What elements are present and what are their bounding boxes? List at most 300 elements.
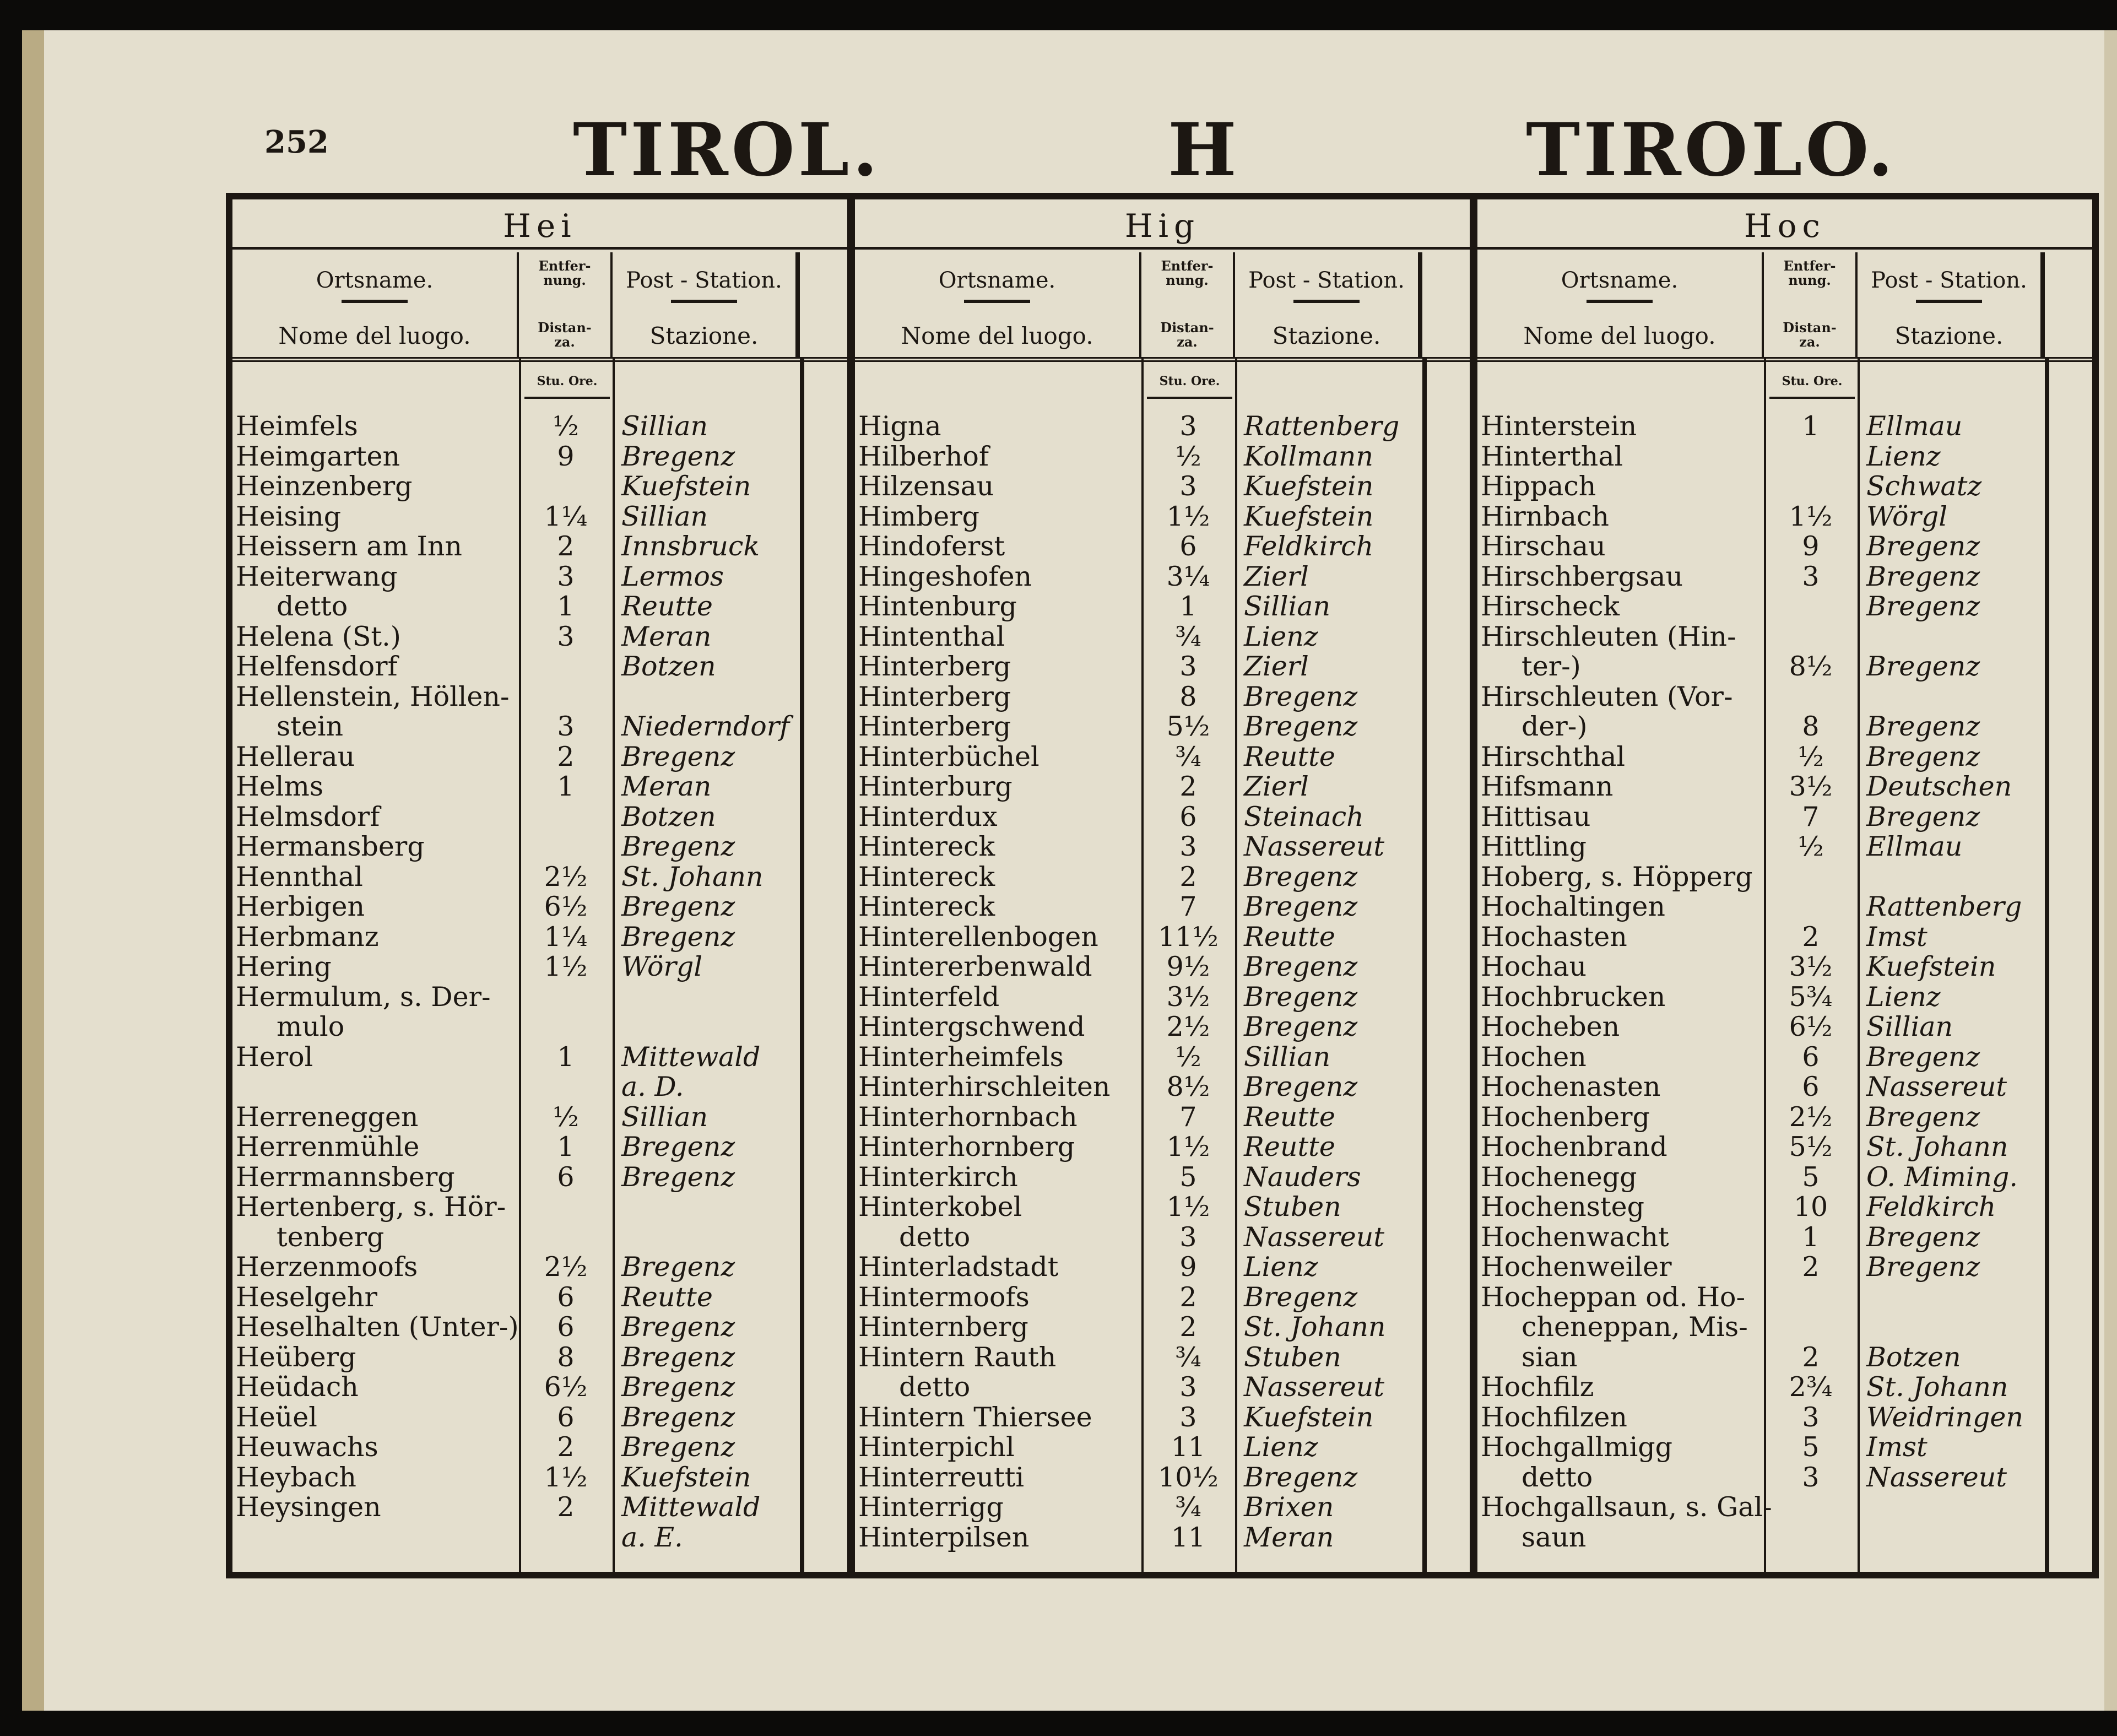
- place-name: Helfensdorf: [236, 651, 398, 682]
- distance-value: 9: [557, 440, 575, 472]
- column-header: [1477, 252, 2092, 362]
- post-station: Bregenz: [1866, 560, 1980, 592]
- post-station: Deutschen: [1866, 771, 2012, 802]
- place-name: Hilberhof: [858, 440, 989, 472]
- table-row: [855, 802, 1470, 832]
- post-station: Imst: [1866, 921, 1928, 953]
- distance-value: 1: [1802, 1221, 1820, 1253]
- place-name: Hintereck: [858, 831, 995, 862]
- distance-header: [1141, 252, 1235, 357]
- table-row: [232, 1162, 847, 1193]
- table-row: [855, 682, 1470, 712]
- table-row: [855, 622, 1470, 652]
- place-name: Hochfilzen: [1481, 1401, 1627, 1433]
- post-station: Lienz: [1866, 981, 1941, 1013]
- place-name: Herreneggen: [236, 1101, 419, 1133]
- post-station: Bregenz: [621, 740, 735, 772]
- place-name: Heüdach: [236, 1371, 359, 1403]
- post-station: Sillian: [621, 1101, 708, 1133]
- place-name: Heysingen: [236, 1491, 381, 1523]
- table-row: [855, 892, 1470, 922]
- post-station: Bregenz: [621, 1401, 735, 1433]
- post-station: Bregenz: [1866, 740, 1980, 772]
- post-station: Stuben: [1244, 1191, 1341, 1223]
- table-row: [1477, 682, 2092, 712]
- header-rule: [1293, 300, 1360, 303]
- distance-value: 6: [1179, 801, 1197, 832]
- distance-value: 7: [1179, 891, 1197, 922]
- post-station: Botzen: [621, 651, 716, 682]
- place-name: Hinterhirschleiten: [858, 1071, 1111, 1102]
- post-station: St. Johann: [1866, 1371, 2008, 1403]
- distance-value: 1: [557, 1131, 575, 1162]
- table-row: [855, 592, 1470, 622]
- distance-value: 5¾: [1789, 981, 1833, 1013]
- units-label: Stu. Ore.: [1769, 365, 1855, 399]
- distance-header-de: Entfer- nung.: [538, 258, 591, 288]
- post-station: Bregenz: [621, 831, 735, 862]
- station-header-it: Stazione.: [1894, 322, 2004, 349]
- table-row: [855, 1492, 1470, 1523]
- place-name: Hochenegg: [1481, 1161, 1637, 1193]
- table-row: [855, 1372, 1470, 1403]
- place-name: Hochau: [1481, 951, 1587, 982]
- header-rule: [1916, 300, 1982, 303]
- distance-value: 1: [557, 591, 575, 622]
- post-station: Rattenberg: [1244, 410, 1400, 442]
- distance-value: 6½: [544, 891, 588, 922]
- table-row: [855, 562, 1470, 592]
- post-station: Reutte: [1244, 740, 1335, 772]
- table-row: [1477, 472, 2092, 502]
- place-name: Hochgallsaun, s. Gal-: [1481, 1491, 1772, 1523]
- table-row: [232, 1312, 847, 1343]
- post-station: Kuefstein: [1244, 500, 1374, 532]
- post-station: Lienz: [1244, 1251, 1318, 1283]
- distance-value: 6: [1802, 1041, 1820, 1073]
- place-name: Hochbrucken: [1481, 981, 1666, 1013]
- distance-value: 3: [1179, 1371, 1197, 1403]
- distance-value: 11: [1171, 1431, 1206, 1463]
- post-station: Bregenz: [1244, 711, 1358, 742]
- distance-value: 2: [1179, 1281, 1197, 1313]
- distance-value: 8: [557, 1341, 575, 1373]
- post-station: Bregenz: [1244, 1011, 1358, 1042]
- name-header-de: Ortsname.: [1561, 268, 1679, 293]
- post-station: Bregenz: [1244, 680, 1358, 712]
- distance-value: 3½: [1166, 981, 1210, 1013]
- distance-value: 5: [1802, 1161, 1820, 1193]
- distance-value: 11: [1171, 1521, 1206, 1553]
- post-station: Bregenz: [1244, 1071, 1358, 1102]
- place-name: Hifsmann: [1481, 771, 1614, 802]
- post-station: O. Miming.: [1866, 1161, 2018, 1193]
- post-station: Bregenz: [621, 921, 735, 953]
- table-row: [1477, 742, 2092, 772]
- row-list: [855, 412, 1470, 1553]
- place-name: Hennthal: [236, 861, 363, 893]
- post-station: Mittewald: [621, 1041, 761, 1073]
- table-row: [1477, 1432, 2092, 1463]
- table-row: [1477, 1492, 2092, 1523]
- distance-value: 6½: [1789, 1011, 1833, 1042]
- table-row: [855, 1463, 1470, 1493]
- distance-value: 2: [1802, 1251, 1820, 1283]
- place-name: Herrmannsberg: [236, 1161, 455, 1193]
- place-name: tenberg: [277, 1221, 385, 1253]
- distance-value: ½: [553, 410, 579, 442]
- name-header: [232, 252, 519, 357]
- post-station: Bregenz: [621, 1311, 735, 1343]
- name-header-it: Nome del luogo.: [278, 322, 471, 349]
- distance-value: 3½: [1789, 951, 1833, 982]
- place-name: Hinterfeld: [858, 981, 1000, 1013]
- distance-value: 1: [557, 771, 575, 802]
- units-label: Stu. Ore.: [1147, 365, 1232, 399]
- distance-header: [1764, 252, 1858, 357]
- distance-value: 2½: [1166, 1011, 1210, 1042]
- post-station: Sillian: [1866, 1011, 1953, 1042]
- place-name: stein: [277, 711, 344, 742]
- distance-value: 3: [1179, 410, 1197, 442]
- post-station: Sillian: [1244, 591, 1331, 622]
- place-name: Hinterrigg: [858, 1491, 1004, 1523]
- table-row: [855, 952, 1470, 982]
- place-name: Hinterthal: [1481, 440, 1623, 472]
- place-name: Helms: [236, 771, 324, 802]
- place-name: Hertenberg, s. Hör-: [236, 1191, 506, 1223]
- distance-value: ¾: [1175, 620, 1201, 652]
- place-name: cheneppan, Mis-: [1522, 1311, 1748, 1343]
- place-name: Heimfels: [236, 410, 358, 442]
- table-row: [1477, 1223, 2092, 1253]
- table-row: [855, 1223, 1470, 1253]
- distance-value: 11½: [1158, 921, 1219, 953]
- post-station: Bregenz: [1866, 531, 1980, 562]
- table-row: [232, 442, 847, 472]
- place-name: Herol: [236, 1041, 313, 1073]
- place-name: Hingeshofen: [858, 560, 1032, 592]
- distance-value: 6: [557, 1401, 575, 1433]
- post-station: Botzen: [1866, 1341, 1961, 1373]
- distance-header-de: Entfer- nung.: [1783, 258, 1836, 288]
- table-row: [1477, 1403, 2092, 1433]
- place-name: Helmsdorf: [236, 801, 380, 832]
- post-station: Bregenz: [1244, 951, 1358, 982]
- table-row: [232, 1042, 847, 1073]
- place-name: Hochasten: [1481, 921, 1627, 953]
- distance-header-it: Distan- za.: [1160, 320, 1214, 350]
- table-row: [1477, 1072, 2092, 1102]
- table-row: [1477, 1192, 2092, 1223]
- table-row: [855, 532, 1470, 562]
- distance-value: 6: [1179, 531, 1197, 562]
- post-station: a. D.: [621, 1071, 684, 1102]
- place-name: Hinterbüchel: [858, 740, 1039, 772]
- distance-value: ½: [1797, 831, 1824, 862]
- table-row: [232, 772, 847, 802]
- distance-value: 1: [557, 1041, 575, 1073]
- table-row: [232, 1223, 847, 1253]
- place-name: Heüel: [236, 1401, 317, 1433]
- distance-value: 1½: [544, 951, 588, 982]
- place-name: Hinterhornbach: [858, 1101, 1078, 1133]
- distance-value: 3: [1179, 831, 1197, 862]
- table-row: [1477, 652, 2092, 682]
- post-station: Nassereut: [1866, 1461, 2007, 1493]
- table-row: [1477, 1162, 2092, 1193]
- header-letter: H: [1168, 107, 1240, 193]
- post-station: Bregenz: [1866, 591, 1980, 622]
- name-header-it: Nome del luogo.: [901, 322, 1093, 349]
- place-name: Hintererbenwald: [858, 951, 1092, 982]
- station-header-it: Stazione.: [649, 322, 759, 349]
- post-station: Imst: [1866, 1431, 1928, 1463]
- table-row: [232, 1343, 847, 1373]
- header-left: TIROL.: [573, 107, 881, 193]
- distance-value: 3: [1802, 1461, 1820, 1493]
- place-name: Hering: [236, 951, 332, 982]
- post-station: Zierl: [1244, 651, 1309, 682]
- post-station: Steinach: [1244, 801, 1364, 832]
- table-row: [855, 1102, 1470, 1133]
- table-row: [232, 1492, 847, 1523]
- post-station: a. E.: [621, 1521, 683, 1553]
- distance-value: 8½: [1166, 1071, 1210, 1102]
- place-name: Hirschleuten (Vor-: [1481, 680, 1733, 712]
- place-name: Hinterpichl: [858, 1431, 1015, 1463]
- table-row: [232, 682, 847, 712]
- distance-value: 3: [557, 711, 575, 742]
- distance-value: ¾: [1175, 740, 1201, 772]
- table-row: [1477, 982, 2092, 1013]
- table-row: [232, 712, 847, 742]
- table-column: [855, 199, 1477, 1572]
- post-station: Lienz: [1866, 440, 1941, 472]
- table-row: [232, 1192, 847, 1223]
- place-name: Hocheppan od. Ho-: [1481, 1281, 1746, 1313]
- post-station: Bregenz: [1244, 891, 1358, 922]
- header-rule: [1587, 300, 1653, 303]
- table-row: [232, 922, 847, 953]
- table-row: [1477, 802, 2092, 832]
- post-station: Meran: [621, 771, 712, 802]
- distance-value: 3: [1179, 651, 1197, 682]
- table-row: [232, 892, 847, 922]
- post-station: Weidringen: [1866, 1401, 2023, 1433]
- post-station: Kuefstein: [621, 470, 751, 502]
- place-name: Hoberg, s. Höpperg: [1481, 861, 1753, 893]
- post-station: Bregenz: [621, 1161, 735, 1193]
- table-row: [232, 1132, 847, 1162]
- distance-value: 2: [1179, 861, 1197, 893]
- table-row: [855, 1252, 1470, 1283]
- distance-value: 3: [1179, 1221, 1197, 1253]
- table-row: [232, 1523, 847, 1553]
- distance-value: 1: [1179, 591, 1197, 622]
- post-station: Nassereut: [1244, 831, 1385, 862]
- name-header-de: Ortsname.: [938, 268, 1056, 293]
- place-name: detto: [277, 591, 348, 622]
- distance-value: 2: [1179, 771, 1197, 802]
- post-station: Innsbruck: [621, 531, 760, 562]
- post-station: Bregenz: [1244, 1281, 1358, 1313]
- distance-value: 10: [1793, 1191, 1828, 1223]
- distance-value: 5½: [1789, 1131, 1833, 1162]
- post-station: Bregenz: [621, 891, 735, 922]
- table-row: [1477, 772, 2092, 802]
- place-name: Hinterburg: [858, 771, 1013, 802]
- table-row: [1477, 892, 2092, 922]
- place-name: Hittisau: [1481, 801, 1591, 832]
- distance-value: ½: [1797, 740, 1824, 772]
- table-row: [855, 412, 1470, 442]
- place-name: Hochfilz: [1481, 1371, 1594, 1403]
- table-row: [232, 502, 847, 532]
- post-station: Bregenz: [621, 1371, 735, 1403]
- post-station: Bregenz: [1866, 1101, 1980, 1133]
- distance-value: 9: [1802, 531, 1820, 562]
- table-row: [855, 712, 1470, 742]
- post-station: St. Johann: [1866, 1131, 2008, 1162]
- place-name: Hirnbach: [1481, 500, 1609, 532]
- table-row: [232, 1012, 847, 1042]
- place-name: sian: [1522, 1341, 1578, 1373]
- table-row: [1477, 952, 2092, 982]
- distance-value: 2: [557, 531, 575, 562]
- post-station: Brixen: [1244, 1491, 1334, 1523]
- place-name: Helena (St.): [236, 620, 401, 652]
- table-row: [1477, 1312, 2092, 1343]
- distance-value: 2: [557, 740, 575, 772]
- distance-value: 2½: [544, 861, 588, 893]
- post-station: Ellmau: [1866, 410, 1963, 442]
- distance-value: 5: [1179, 1161, 1197, 1193]
- column-prefix: Hig: [855, 207, 1470, 250]
- table-row: [232, 1403, 847, 1433]
- place-name: Herzenmoofs: [236, 1251, 418, 1283]
- distance-value: 3: [557, 620, 575, 652]
- table-row: [1477, 1283, 2092, 1313]
- table-row: [855, 1072, 1470, 1102]
- distance-value: ¾: [1175, 1491, 1201, 1523]
- place-name: Hocheben: [1481, 1011, 1620, 1042]
- distance-header: [519, 252, 613, 357]
- table-row: [855, 502, 1470, 532]
- gazetteer-table: [226, 193, 2099, 1578]
- place-name: Hochenwacht: [1481, 1221, 1669, 1253]
- distance-value: 2: [1179, 1311, 1197, 1343]
- table-row: [232, 1072, 847, 1102]
- table-row: [232, 802, 847, 832]
- place-name: Hirscheck: [1481, 591, 1620, 622]
- table-row: [232, 652, 847, 682]
- distance-value: 3: [1802, 1401, 1820, 1433]
- place-name: Himberg: [858, 500, 980, 532]
- table-row: [855, 1042, 1470, 1073]
- place-name: Heselhalten (Unter-): [236, 1311, 519, 1343]
- table-column: [232, 199, 855, 1572]
- place-name: Hinterheimfels: [858, 1041, 1064, 1073]
- place-name: detto: [1522, 1461, 1593, 1493]
- distance-value: 9½: [1166, 951, 1210, 982]
- distance-value: 1½: [1166, 500, 1210, 532]
- distance-value: 8½: [1789, 651, 1833, 682]
- post-station: Bregenz: [621, 1131, 735, 1162]
- post-station: Feldkirch: [1244, 531, 1374, 562]
- table-row: [1477, 1523, 2092, 1553]
- table-row: [855, 1312, 1470, 1343]
- place-name: Hinterberg: [858, 680, 1011, 712]
- place-name: Heissern am Inn: [236, 531, 462, 562]
- station-header: [613, 252, 800, 357]
- table-row: [855, 832, 1470, 862]
- post-station: Bregenz: [1244, 1461, 1358, 1493]
- table-row: [1477, 862, 2092, 893]
- place-name: Hippach: [1481, 470, 1596, 502]
- table-row: [232, 982, 847, 1013]
- post-station: Schwatz: [1866, 470, 1982, 502]
- post-station: Wörgl: [621, 951, 702, 982]
- place-name: Hochenbrand: [1481, 1131, 1667, 1162]
- table-row: [232, 592, 847, 622]
- post-station: Niederndorf: [621, 711, 790, 742]
- table-row: [855, 922, 1470, 953]
- place-name: Hochen: [1481, 1041, 1587, 1073]
- post-station: Bregenz: [1244, 861, 1358, 893]
- table-row: [855, 982, 1470, 1013]
- table-row: [232, 1463, 847, 1493]
- place-name: Hochgallmigg: [1481, 1431, 1673, 1463]
- table-row: [1477, 1012, 2092, 1042]
- table-row: [855, 1403, 1470, 1433]
- place-name: Hintergschwend: [858, 1011, 1085, 1042]
- distance-value: 1¼: [544, 500, 588, 532]
- post-station: St. Johann: [621, 861, 764, 893]
- distance-header-it: Distan- za.: [1783, 320, 1837, 350]
- post-station: Reutte: [621, 1281, 713, 1313]
- column-header: [232, 252, 847, 362]
- header-rule: [342, 300, 408, 303]
- table-row: [232, 532, 847, 562]
- place-name: Heybach: [236, 1461, 356, 1493]
- place-name: Herrenmühle: [236, 1131, 420, 1162]
- distance-value: 7: [1179, 1101, 1197, 1133]
- distance-value: 2: [1802, 1341, 1820, 1373]
- place-name: Hinterberg: [858, 711, 1011, 742]
- place-name: Hirschleuten (Hin-: [1481, 620, 1736, 652]
- post-station: Rattenberg: [1866, 891, 2022, 922]
- table-row: [232, 1372, 847, 1403]
- distance-value: 6: [1802, 1071, 1820, 1102]
- distance-value: 3: [1179, 1401, 1197, 1433]
- row-list: [1477, 412, 2092, 1553]
- table-row: [855, 472, 1470, 502]
- distance-value: 3: [1802, 560, 1820, 592]
- place-name: Hermulum, s. Der-: [236, 981, 491, 1013]
- post-station: Bregenz: [1866, 1221, 1980, 1253]
- station-header-de: Post - Station.: [1248, 268, 1405, 293]
- distance-value: 5: [1802, 1431, 1820, 1463]
- table-row: [1477, 592, 2092, 622]
- distance-value: ¾: [1175, 1341, 1201, 1373]
- place-name: mulo: [277, 1011, 345, 1042]
- place-name: detto: [899, 1221, 971, 1253]
- table-row: [855, 1192, 1470, 1223]
- table-row: [855, 1432, 1470, 1463]
- post-station: Reutte: [1244, 1131, 1335, 1162]
- station-header-de: Post - Station.: [626, 268, 782, 293]
